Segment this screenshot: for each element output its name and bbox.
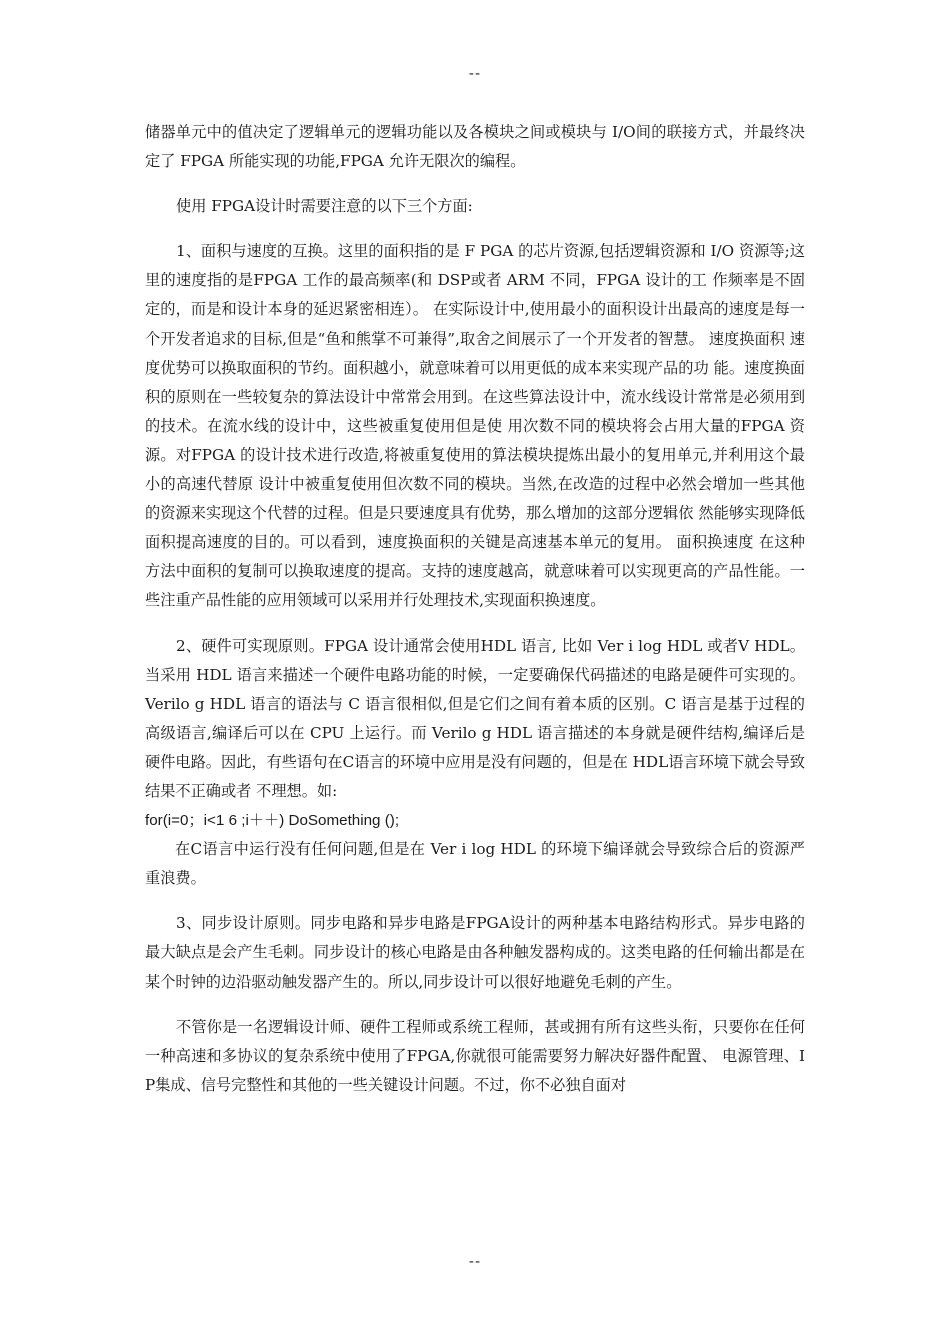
paragraph-area-speed-tradeoff: 1、面积与速度的互换。这里的面积指的是 F PGA 的芯片资源,包括逻辑资源和 I/O 资源等;这里的速度指的是FPGA 工作的最高频率(和 DSP或者 ARM 不同，FPGA 设计的工 作频率是不固定的，而是和设计本身的延迟紧密相连）。 在实际设计中,使用最小的面积设计出最高的速度是每一个开发者追求的目标,但是“鱼和熊掌不可兼得”,取舍之间展示了一个开发者的智慧。 速度换面积 速度优势可以换取面积的节约。面积越小，就意味着可以用更低的成本来实现产品的功 能。速度换面积的原则在一些较复杂的算法设计中常常会用到。在这些算法设计中，流水线设计常常是必须用到的技术。在流水线的设计中，这些被重复使用但是使 用次数不同的模块将会占用大量的FPGA 资源。对FPGA 的设计技术进行改造,将被重复使用的算法模块提炼出最小的复用单元,并利用这个最小的高速代替原 设计中被重复使用但次数不同的模块。当然,在改造的过程中必然会增加一些其他的资源来实现这个代替的过程。但是只要速度具有优势，那么增加的这部分逻辑依 然能够实现降低面积提高速度的目的。可以看到，速度换面积的关键是高速基本单元的复用。 面积换速度 在这种方法中面积的复制可以换取速度的提高。支持的速度越高，就意味着可以实现更高的产品性能。一些注重产品性能的应用领域可以采用并行处理技术,实现面积换速度。 <box>145 242 805 610</box>
paragraph-fpga-programming: 储器单元中的值决定了逻辑单元的逻辑功能以及各模块之间或模块与 I/O间的联接方式，并最终决定了 FPGA 所能实现的功能,FPGA 允许无限次的编程。 <box>145 123 805 171</box>
page-footer-marker: -- <box>468 1252 482 1270</box>
paragraph-synchronous-design: 3、同步设计原则。同步电路和异步电路是FPGA设计的两种基本电路结构形式。异步电路的最大缺点是会产生毛刺。同步设计的核心电路是由各种触发器构成的。这类电路的任何输出都是在某个时钟的边沿驱动触发器产生的。所以,同步设计可以很好地避免毛刺的产生。 <box>145 914 805 991</box>
code-example-for-loop: for(i=0；i<1 6 ;i＋＋) DoSomething (); <box>145 812 400 830</box>
paragraph-code-explanation: 在C语言中运行没有任何问题,但是在 Ver i log HDL 的环境下编译就会导致综合后的资源严重浪费。 <box>145 840 805 888</box>
paragraph-hardware-realizable: 2、硬件可实现原则。FPGA 设计通常会使用HDL 语言, 比如 Ver i log HDL 或者V HDL。当采用 HDL 语言来描述一个硬件电路功能的时候，一定要确保代码描述的电路是硬件可实现的。 Verilo g HDL 语言的语法与 C 语言很相似,但是它们之间有着本质的区别。C 语言是基于过程的高级语言,编译后可以在 CPU 上运行。而 Verilo g HDL 语言描述的本身就是硬件结构,编译后是硬件电路。因此，有些语句在C语言的环境中应用是没有问题的，但是在 HDL语言环境下就会导致结果不正确或者 不理想。如: <box>145 636 805 800</box>
document-body <box>145 118 805 1100</box>
paragraph-three-aspects-intro: 使用 FPGA设计时需要注意的以下三个方面: <box>176 197 473 216</box>
paragraph-design-challenges: 不管你是一名逻辑设计师、硬件工程师或系统工程师，甚或拥有所有这些头衔，只要你在任何一种高速和多协议的复杂系统中使用了FPGA,你就很可能需要努力解决好器件配置、 电源管理、IP集成、信号完整性和其他的一些关键设计问题。不过，你不必独自面对 <box>145 1017 805 1094</box>
page-header-marker: -- <box>468 64 482 82</box>
